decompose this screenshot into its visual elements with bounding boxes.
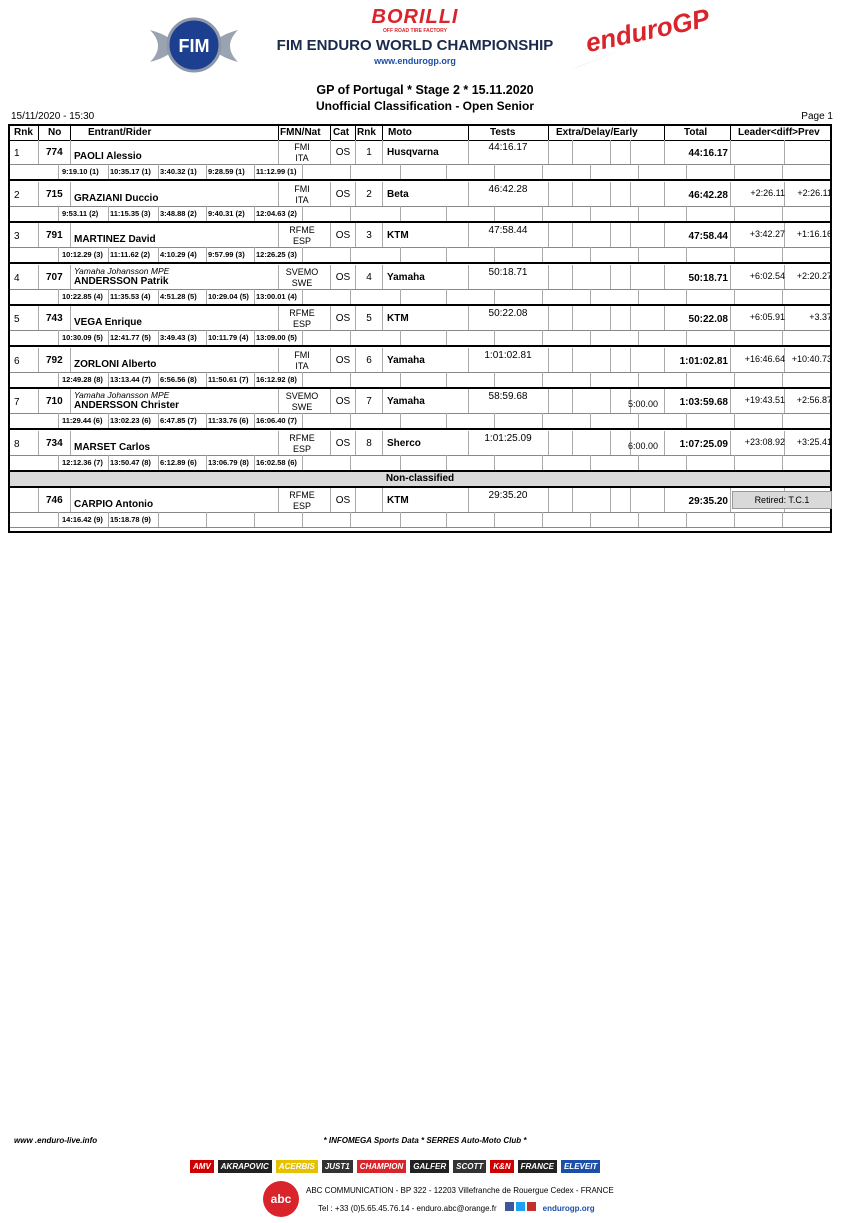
footer-credits: * INFOMEGA Sports Data * SERRES Auto-Moto Club * bbox=[323, 1136, 527, 1145]
split-time: 12:49.28 (8) bbox=[62, 374, 103, 384]
row-tests: 50:22.08 bbox=[488, 308, 528, 319]
split-time: 11:50.61 (7) bbox=[208, 374, 249, 384]
row-leader-diff: +2:26.11 bbox=[750, 187, 785, 198]
row-leader-diff: +23:08.92 bbox=[744, 436, 785, 447]
endurogp-logo-text: enduroGP bbox=[582, 2, 713, 59]
fim-logo-text: FIM bbox=[178, 36, 210, 56]
split-time: 6:12.89 (6) bbox=[160, 457, 197, 467]
championship-title: FIM ENDURO WORLD CHAMPIONSHIP bbox=[276, 37, 554, 54]
sponsor-logo: CHAMPION bbox=[357, 1160, 407, 1173]
twitter-icon[interactable] bbox=[516, 1202, 525, 1211]
row-prev-diff: +3:25.41 bbox=[796, 436, 832, 447]
youtube-icon[interactable] bbox=[527, 1202, 536, 1211]
row-number: 734 bbox=[46, 437, 63, 449]
row-main bbox=[10, 306, 830, 331]
row-prev-diff: +2:26.11 bbox=[797, 187, 832, 198]
row-class-rank: 2 bbox=[366, 188, 372, 200]
row-rider-name: VEGA Enrique bbox=[74, 317, 142, 328]
row-fmn-nat bbox=[280, 490, 324, 512]
row-rank: 2 bbox=[14, 189, 20, 201]
row-rider-name: MARSET Carlos bbox=[74, 441, 151, 453]
row-fmn-nat bbox=[280, 433, 324, 455]
row-splits bbox=[10, 164, 830, 180]
sponsor-strip bbox=[190, 1156, 630, 1178]
col-rnk: Rnk bbox=[14, 127, 33, 138]
row-nat: ITA bbox=[295, 194, 309, 205]
row-fmn-nat bbox=[280, 350, 324, 372]
split-time: 10:30.09 (5) bbox=[62, 333, 103, 342]
row-rider-name: MARTINEZ David bbox=[74, 234, 156, 245]
split-time: 13:50.47 (8) bbox=[110, 457, 151, 467]
split-time: 10:11.79 (4) bbox=[208, 333, 249, 342]
col-extra: Extra/Delay/Early bbox=[556, 127, 638, 138]
row-rider-name: ZORLONI Alberto bbox=[74, 358, 157, 370]
row-class-rank: 1 bbox=[366, 147, 372, 158]
split-time: 13:09.00 (5) bbox=[256, 333, 297, 342]
row-prev-diff: +10:40.73 bbox=[791, 353, 832, 364]
row-category: OS bbox=[335, 495, 351, 506]
split-time: 3:40.32 (1) bbox=[160, 167, 197, 176]
split-time: 9:57.99 (3) bbox=[208, 250, 245, 259]
split-time: 9:19.10 (1) bbox=[62, 167, 99, 176]
sponsor-logo: ACERBIS bbox=[276, 1160, 318, 1173]
row-number: 743 bbox=[46, 313, 63, 324]
row-nat: SWE bbox=[291, 277, 313, 288]
row-nat: SWE bbox=[291, 402, 313, 412]
split-time: 6:56.56 (8) bbox=[160, 374, 197, 384]
split-time: 11:15.35 (3) bbox=[110, 208, 151, 218]
row-total: 47:58.44 bbox=[688, 231, 728, 242]
row-splits bbox=[10, 455, 830, 471]
row-tests: 1:01:25.09 bbox=[484, 432, 532, 444]
split-time: 16:12.92 (8) bbox=[256, 374, 297, 384]
row-rank: 7 bbox=[14, 397, 20, 408]
row-leader-diff: +19:43.51 bbox=[744, 395, 785, 405]
row-status-badge: Retired: T.C.1 bbox=[732, 491, 832, 509]
row-number: 715 bbox=[46, 188, 63, 200]
split-time: 9:53.11 (2) bbox=[62, 208, 99, 218]
row-category: OS bbox=[335, 313, 351, 324]
sponsor-logo: GALFER bbox=[410, 1160, 449, 1173]
split-time: 12:12.36 (7) bbox=[62, 457, 103, 467]
sponsor-logo: AKRAPOVIC bbox=[218, 1160, 272, 1173]
table-header bbox=[10, 126, 830, 141]
row-team: Yamaha Johansson MPE bbox=[74, 265, 170, 276]
split-time: 9:40.31 (2) bbox=[208, 208, 245, 218]
row-rank: 5 bbox=[14, 314, 20, 325]
split-time: 10:29.04 (5) bbox=[208, 291, 249, 301]
row-nat: ESP bbox=[292, 501, 311, 511]
row-rider-name: GRAZIANI Duccio bbox=[74, 192, 159, 204]
row-category: OS bbox=[335, 147, 351, 158]
abc-contact-text: Tel : +33 (0)5.65.45.76.14 - enduro.abc@orange.fr bbox=[318, 1204, 497, 1213]
split-time: 11:12.99 (1) bbox=[256, 167, 297, 176]
row-fmn-nat bbox=[280, 267, 324, 289]
footer-live-link[interactable]: www .enduro-live.info bbox=[14, 1136, 98, 1145]
split-time: 13:06.79 (8) bbox=[208, 457, 249, 467]
row-prev-diff: +2:56.87 bbox=[796, 395, 832, 405]
split-time: 10:22.85 (4) bbox=[62, 291, 103, 301]
row-fmn: RFME bbox=[289, 308, 315, 318]
row-fmn: FMI bbox=[294, 349, 310, 360]
brand-logo: BORILLI bbox=[371, 6, 459, 28]
row-total: 29:35.20 bbox=[688, 496, 728, 507]
row-fmn-nat bbox=[280, 308, 324, 330]
row-number: 707 bbox=[46, 271, 63, 283]
row-category: OS bbox=[335, 396, 351, 407]
table-row bbox=[10, 431, 830, 472]
row-fmn-nat bbox=[280, 142, 324, 164]
split-time: 11:29.44 (6) bbox=[62, 416, 103, 425]
fim-logo bbox=[146, 16, 242, 74]
row-moto: Yamaha bbox=[387, 354, 425, 366]
abc-address: ABC COMMUNICATION - BP 322 - 12203 Villefranche de Rouergue Cedex - FRANCE bbox=[306, 1186, 614, 1195]
split-time: 16:06.40 (7) bbox=[256, 416, 297, 425]
col-tests: Tests bbox=[490, 127, 516, 138]
row-moto: KTM bbox=[387, 495, 409, 506]
row-splits bbox=[10, 289, 830, 305]
row-rank: 4 bbox=[14, 272, 20, 284]
row-tests: 29:35.20 bbox=[488, 490, 528, 501]
page-subtitle: Unofficial Classification - Open Senior bbox=[315, 99, 535, 113]
table-row bbox=[10, 348, 830, 389]
col-fmn: FMN/Nat bbox=[280, 127, 321, 138]
row-tests: 58:59.68 bbox=[488, 391, 528, 402]
table-row bbox=[10, 265, 830, 306]
split-time: 13:02.23 (6) bbox=[110, 416, 151, 425]
split-time: 11:35.53 (4) bbox=[110, 291, 151, 301]
split-time: 12:26.25 (3) bbox=[256, 250, 297, 259]
table-row bbox=[10, 182, 830, 223]
row-rider-name: ANDERSSON Christer bbox=[74, 400, 180, 411]
row-main bbox=[10, 223, 830, 248]
abc-logo bbox=[262, 1180, 300, 1218]
page-number: Page 1 bbox=[801, 111, 833, 122]
row-fmn-nat bbox=[280, 391, 324, 413]
row-nat: ESP bbox=[292, 443, 311, 454]
table-row bbox=[10, 306, 830, 347]
col-moto: Moto bbox=[388, 127, 412, 138]
split-time: 4:10.29 (4) bbox=[160, 250, 197, 259]
row-total: 46:42.28 bbox=[688, 189, 728, 201]
col-cat: Cat bbox=[333, 127, 350, 138]
row-number: 746 bbox=[46, 495, 63, 506]
row-tests: 46:42.28 bbox=[488, 183, 528, 195]
table-row bbox=[10, 140, 830, 181]
row-rank: 8 bbox=[14, 438, 20, 450]
abc-contact bbox=[318, 1202, 595, 1213]
row-prev-diff: +3.37 bbox=[809, 312, 832, 322]
row-fmn: FMI bbox=[294, 183, 310, 194]
split-time: 14:16.42 (9) bbox=[62, 515, 103, 524]
row-number: 710 bbox=[46, 396, 63, 407]
col-total: Total bbox=[684, 127, 708, 138]
report-datetime: 15/11/2020 - 15:30 bbox=[11, 111, 95, 122]
sponsor-logo: JUST1 bbox=[322, 1160, 353, 1173]
row-leader-diff: +6:05.91 bbox=[749, 312, 785, 322]
row-moto: KTM bbox=[387, 313, 409, 324]
split-time: 13:00.01 (4) bbox=[256, 291, 297, 301]
split-time: 3:48.88 (2) bbox=[160, 208, 197, 218]
row-number: 792 bbox=[46, 354, 63, 366]
row-rider-name: ANDERSSON Patrik bbox=[74, 275, 169, 287]
row-total: 1:03:59.68 bbox=[679, 397, 728, 408]
col-class-rnk: Rnk bbox=[357, 127, 376, 138]
row-rider-name: PAOLI Alessio bbox=[74, 151, 142, 162]
row-nat: ITA bbox=[295, 153, 309, 163]
row-leader-diff: +3:42.27 bbox=[749, 229, 785, 239]
row-prev-diff: +2:20.27 bbox=[796, 270, 832, 281]
split-time: 11:33.76 (6) bbox=[208, 416, 249, 425]
row-class-rank: 3 bbox=[366, 230, 372, 241]
row-rank: 3 bbox=[14, 231, 20, 242]
col-rider: Entrant/Rider bbox=[88, 127, 152, 138]
row-moto: KTM bbox=[387, 230, 409, 241]
non-classified-header: Non-classified bbox=[10, 471, 830, 488]
row-tests: 44:16.17 bbox=[488, 142, 528, 153]
split-time: 15:18.78 (9) bbox=[110, 515, 151, 524]
row-main bbox=[10, 140, 830, 165]
row-total: 1:07:25.09 bbox=[679, 438, 728, 450]
row-tests: 47:58.44 bbox=[488, 225, 528, 236]
row-rank: 6 bbox=[14, 355, 20, 367]
row-moto: Sherco bbox=[387, 437, 421, 449]
row-number: 791 bbox=[46, 230, 63, 241]
row-main bbox=[10, 348, 830, 373]
split-time: 12:41.77 (5) bbox=[110, 333, 151, 342]
page-title: GP of Portugal * Stage 2 * 15.11.2020 bbox=[316, 83, 534, 97]
row-category: OS bbox=[335, 271, 351, 283]
row-nat: ESP bbox=[292, 236, 311, 246]
row-total: 50:18.71 bbox=[688, 272, 728, 284]
row-nat: ITA bbox=[295, 360, 309, 371]
row-rider-name: CARPIO Antonio bbox=[74, 499, 154, 510]
sponsor-logo: K&N bbox=[490, 1160, 513, 1173]
row-prev-diff: +1:16.16 bbox=[796, 229, 832, 239]
row-category: OS bbox=[335, 354, 351, 366]
row-main bbox=[10, 488, 830, 513]
abc-logo-text: abc bbox=[270, 1192, 292, 1206]
row-class-rank: 4 bbox=[366, 271, 372, 283]
row-fmn: SVEMO bbox=[285, 391, 319, 401]
row-fmn: RFME bbox=[289, 490, 315, 500]
split-time: 6:47.85 (7) bbox=[160, 416, 197, 425]
split-time: 13:13.44 (7) bbox=[110, 374, 151, 384]
brand-tagline: OFF ROAD TIRE FACTORY bbox=[383, 28, 447, 34]
split-time: 10:35.17 (1) bbox=[110, 167, 151, 176]
row-class-rank: 5 bbox=[366, 313, 372, 324]
row-class-rank: 6 bbox=[366, 354, 372, 366]
table-row bbox=[10, 389, 830, 430]
split-time: 9:28.59 (1) bbox=[208, 167, 245, 176]
row-fmn: RFME bbox=[289, 225, 315, 235]
row-rank: 1 bbox=[14, 148, 20, 159]
abc-site-link[interactable]: endurogp.org bbox=[542, 1204, 595, 1213]
row-category: OS bbox=[335, 188, 351, 200]
row-splits bbox=[10, 247, 830, 263]
row-tests: 1:01:02.81 bbox=[484, 349, 532, 361]
row-fmn: FMI bbox=[294, 142, 310, 152]
row-main bbox=[10, 182, 830, 207]
row-fmn: SVEMO bbox=[285, 266, 319, 277]
row-total: 50:22.08 bbox=[688, 314, 728, 325]
table-row bbox=[10, 223, 830, 264]
facebook-icon[interactable] bbox=[505, 1202, 514, 1211]
row-moto: Beta bbox=[387, 188, 409, 200]
row-category: OS bbox=[335, 437, 351, 449]
col-leader: Leader<diff>Prev bbox=[738, 127, 820, 138]
row-splits bbox=[10, 413, 830, 429]
row-total: 44:16.17 bbox=[688, 148, 728, 159]
row-leader-diff: +16:46.64 bbox=[744, 353, 785, 364]
row-team: Yamaha Johansson MPE bbox=[74, 390, 170, 400]
classification-table bbox=[8, 124, 832, 533]
row-moto: Yamaha bbox=[387, 396, 425, 407]
row-leader-diff: +6:02.54 bbox=[749, 270, 785, 281]
row-fmn: RFME bbox=[289, 432, 315, 443]
row-splits bbox=[10, 512, 830, 528]
split-time: 4:51.28 (5) bbox=[160, 291, 197, 301]
row-extra: 6:00.00 bbox=[627, 440, 658, 451]
website-link[interactable]: www.endurogp.org bbox=[374, 56, 456, 66]
row-extra: 5:00.00 bbox=[627, 399, 658, 409]
row-nat: ESP bbox=[292, 319, 311, 329]
split-time: 16:02.58 (6) bbox=[256, 457, 297, 467]
row-class-rank: 7 bbox=[366, 396, 372, 407]
sponsor-logo: SCOTT bbox=[453, 1160, 486, 1173]
row-tests: 50:18.71 bbox=[488, 266, 528, 278]
endurogp-logo bbox=[566, 2, 713, 74]
split-time: 12:04.63 (2) bbox=[256, 208, 297, 218]
row-total: 1:01:02.81 bbox=[679, 355, 728, 367]
split-time: 11:11.62 (2) bbox=[110, 250, 151, 259]
row-splits bbox=[10, 330, 830, 346]
col-no: No bbox=[48, 127, 62, 138]
row-main bbox=[10, 431, 830, 456]
row-fmn-nat bbox=[280, 184, 324, 206]
row-number: 774 bbox=[46, 147, 63, 158]
row-moto: Yamaha bbox=[387, 271, 425, 283]
row-main bbox=[10, 265, 830, 290]
non-classified-row bbox=[10, 488, 830, 529]
row-fmn-nat bbox=[280, 225, 324, 247]
split-time: 3:49.43 (3) bbox=[160, 333, 197, 342]
row-moto: Husqvarna bbox=[387, 147, 439, 158]
row-class-rank: 8 bbox=[366, 437, 372, 449]
row-main bbox=[10, 389, 830, 414]
row-category: OS bbox=[335, 230, 351, 241]
sponsor-logo: ELEVEIT bbox=[561, 1160, 600, 1173]
row-splits bbox=[10, 372, 830, 388]
social-icons bbox=[505, 1202, 536, 1213]
row-splits bbox=[10, 206, 830, 222]
sponsor-logo: AMV bbox=[190, 1160, 214, 1173]
sponsor-logo: FRANCE bbox=[518, 1160, 557, 1173]
split-time: 10:12.29 (3) bbox=[62, 250, 103, 259]
